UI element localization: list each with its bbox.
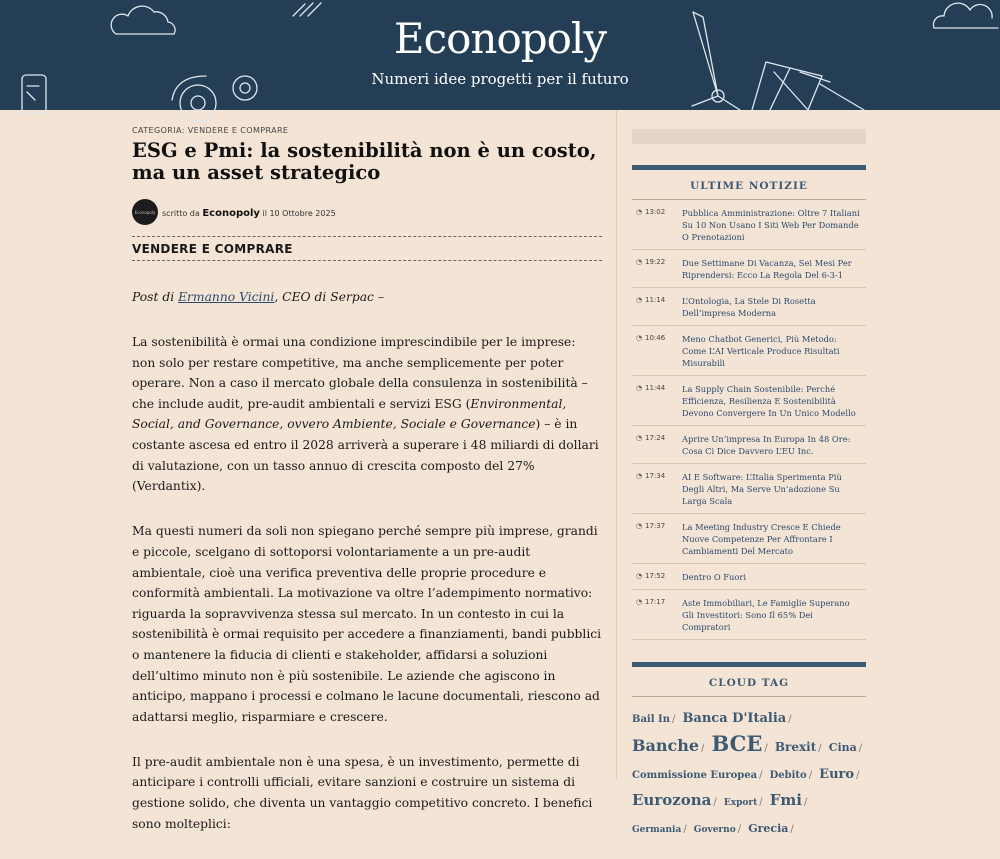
news-item[interactable]	[632, 200, 866, 250]
tag-link[interactable]: Export	[723, 798, 758, 808]
tag-separator: /	[737, 824, 742, 835]
news-time	[632, 295, 682, 319]
category-prefix: CATEGORIA:	[132, 126, 185, 135]
tag-separator: /	[858, 743, 863, 754]
site-tagline: Numeri idee progetti per il futuro	[371, 70, 629, 88]
tag-link[interactable]: Bail In	[632, 714, 670, 725]
news-time	[632, 433, 682, 457]
byline-prefix: scritto da	[162, 208, 200, 218]
news-time	[632, 571, 682, 583]
tag-separator: /	[790, 824, 794, 835]
news-time-text: 13:02	[645, 208, 666, 216]
clock-icon: ◔	[636, 472, 643, 480]
sidebar	[632, 129, 866, 842]
news-time	[632, 207, 682, 243]
clock-icon: ◔	[636, 572, 643, 580]
site-header	[0, 0, 1000, 110]
post-author-link[interactable]: Ermanno Vicini	[178, 290, 275, 304]
paragraph-text: La sostenibilità è ormai una condizione imprescindibile per le imprese: non solo per restare competitive, ma anche semplicemente per poter operare. Non a caso il mercato globale della consulenza in sostenibilità – che include audit, pre-audit ambientali e servizi ESG (	[132, 335, 588, 411]
news-link[interactable]: L’Ontologia, La Stele Di Rosetta Dell’impresa Moderna	[682, 296, 816, 318]
post-credit	[132, 287, 602, 308]
latest-news-title: ULTIME NOTIZIE	[632, 165, 866, 200]
cloud-tag-title: CLOUD TAG	[632, 662, 866, 697]
news-time-text: 17:52	[645, 572, 666, 580]
news-time-text: 17:24	[645, 434, 666, 442]
tag-link[interactable]: Debito	[769, 770, 807, 781]
news-link[interactable]: Dentro O Fuori	[682, 572, 746, 582]
news-time-text: 11:14	[645, 296, 666, 304]
news-item[interactable]	[632, 514, 866, 564]
news-item[interactable]	[632, 288, 866, 326]
paragraph-italic: Environmental, Social, and Governance, ovvero Ambiente, Sociale e Governance	[132, 396, 567, 432]
paragraph	[132, 332, 602, 497]
tag-link[interactable]: Fmi	[769, 791, 802, 809]
article	[132, 126, 602, 859]
column-divider	[616, 110, 617, 780]
byline-text	[162, 208, 336, 219]
avatar-logo: Econopoly	[134, 209, 156, 215]
news-link[interactable]: Meno Chatbot Generici, Più Metodo: Come L’AI Verticale Produce Risultati Misurabili	[682, 334, 840, 368]
news-item[interactable]	[632, 590, 866, 640]
post-prefix: Post di	[132, 290, 175, 304]
clock-icon: ◔	[636, 258, 643, 266]
news-time	[632, 471, 682, 507]
clock-icon: ◔	[636, 296, 643, 304]
article-category	[132, 126, 602, 135]
tag-separator: /	[759, 770, 763, 781]
news-time-text: 11:44	[645, 384, 666, 392]
tag-link[interactable]: BCE	[711, 731, 763, 756]
tag-separator: /	[788, 714, 792, 725]
section-label[interactable]	[132, 236, 602, 261]
tag-link[interactable]: Commissione Europea	[632, 770, 758, 781]
clock-icon: ◔	[636, 334, 643, 342]
tag-separator: /	[856, 770, 860, 781]
tag-separator: /	[764, 743, 768, 754]
news-link[interactable]: Aste Immobiliari, Le Famiglie Superano Gli Investitori: Sono Il 65% Dei Compratori	[682, 598, 850, 632]
tag-separator: /	[671, 714, 676, 725]
news-item[interactable]	[632, 564, 866, 590]
news-link[interactable]: La Meeting Industry Cresce E Chiede Nuove Competenze Per Affrontare I Cambiamenti Del Mercato	[682, 522, 841, 556]
news-time-text: 19:22	[645, 258, 666, 266]
tag-link[interactable]: Grecia	[748, 822, 789, 835]
author-link[interactable]: Econopoly	[202, 207, 260, 219]
news-time	[632, 597, 682, 633]
sidebar-search-bar[interactable]	[632, 129, 866, 144]
paragraph: Il pre-audit ambientale non è una spesa, è un investimento, permette di anticipare i controlli ufficiali, evitare sanzioni e costruire un sistema di gestione solido, che diventa un vantaggio competitivo concreto. I benefici sono molteplici:	[132, 754, 593, 831]
tag-separator: /	[759, 797, 763, 808]
tag-link[interactable]: Eurozona	[632, 791, 712, 809]
news-link[interactable]: AI E Software: L’Italia Sperimenta Più Degli Altri, Ma Serve Un’adozione Su Larga Scala	[682, 472, 842, 506]
news-link[interactable]: Pubblica Amministrazione: Oltre 7 Italiani Su 10 Non Usano I Siti Web Per Domande O Prenotazioni	[682, 208, 860, 242]
post-suffix: , CEO di Serpac –	[274, 290, 384, 304]
tag-link[interactable]: Euro	[819, 767, 855, 782]
tag-separator: /	[804, 797, 808, 808]
clock-icon: ◔	[636, 384, 643, 392]
publish-date: il 10 Ottobre 2025	[262, 208, 336, 218]
news-time-text: 17:37	[645, 522, 666, 530]
tag-link[interactable]: Governo	[693, 825, 736, 835]
gear-icon	[180, 85, 216, 121]
news-link[interactable]: Aprire Un’impresa In Europa In 48 Ore: Cosa Ci Dice Davvero L’EU Inc.	[682, 434, 851, 456]
tag-cloud	[632, 705, 866, 842]
tag-separator: /	[713, 797, 717, 808]
paragraph: Ma questi numeri da soli non spiegano perché sempre più imprese, grandi e piccole, scelgano di sottoporsi volontariamente a un pre-audit ambientale, cioè una verifica preventiva delle proprie procedure e conformità ambientali. La motivazione va oltre l’adempimento normativo: riguarda la sopravvivenza stessa sul mercato. In un contesto in cui la sostenibilità è ormai requisito per accedere a finanziamenti, bandi pubblici o mantenere la fiducia di clienti e stakeholder, affidarsi a soluzioni dell’ultimo minuto non è più sostenibile. Le aziende che agiscono in anticipo, mappano i processi e colmano le lacune documentali, riescono ad adattarsi meglio, risparmiare e crescere.	[132, 524, 602, 724]
site-logo[interactable]: Econopoly	[393, 14, 607, 63]
news-time	[632, 383, 682, 419]
tag-link[interactable]: Cina	[828, 741, 857, 754]
tag-separator: /	[683, 824, 687, 835]
article-title: ESG e Pmi: la sostenibilità non è un costo, ma un asset strategico	[132, 139, 597, 184]
tag-link[interactable]: Germania	[632, 825, 682, 835]
news-link[interactable]: La Supply Chain Sostenibile: Perché Efficienza, Resilienza E Sostenibilità Devono Convergere In Un Unico Modello	[682, 384, 856, 418]
news-time-text: 17:34	[645, 472, 666, 480]
news-link[interactable]: Due Settimane Di Vacanza, Sei Mesi Per Riprendersi: Ecco La Regola Del 6-3-1	[682, 258, 852, 280]
clock-icon: ◔	[636, 522, 643, 530]
avatar[interactable]	[132, 199, 158, 225]
clock-icon: ◔	[636, 434, 643, 442]
tag-separator: /	[818, 743, 822, 754]
section-label-text: VENDERE E COMPRARE	[132, 241, 293, 256]
news-time-text: 10:46	[645, 334, 666, 342]
news-item[interactable]	[632, 426, 866, 464]
paragraph-text: ) – è in costante ascesa ed entro il 2028 arriverà a superare i 48 miliardi di dollari di valutazione, con un tasso annuo di crescita composto del 27% (Verdantix).	[132, 417, 599, 494]
news-item[interactable]	[632, 250, 866, 288]
news-item[interactable]	[632, 464, 866, 514]
news-time	[632, 333, 682, 369]
tag-link[interactable]: Banca D'Italia	[682, 711, 787, 726]
tag-separator: /	[701, 743, 705, 754]
news-item[interactable]	[632, 376, 866, 426]
byline	[132, 199, 602, 225]
latest-news-list	[632, 200, 866, 640]
tag-link[interactable]: Banche	[632, 736, 700, 755]
news-time	[632, 521, 682, 557]
tag-link[interactable]: Brexit	[774, 740, 817, 754]
news-item[interactable]	[632, 326, 866, 376]
tag-separator: /	[808, 770, 813, 781]
news-time	[632, 257, 682, 281]
category-link[interactable]: VENDERE E COMPRARE	[187, 126, 289, 135]
clock-icon: ◔	[636, 208, 643, 216]
news-time-text: 17:17	[645, 598, 666, 606]
article-body	[132, 287, 602, 834]
clock-icon: ◔	[636, 598, 643, 606]
